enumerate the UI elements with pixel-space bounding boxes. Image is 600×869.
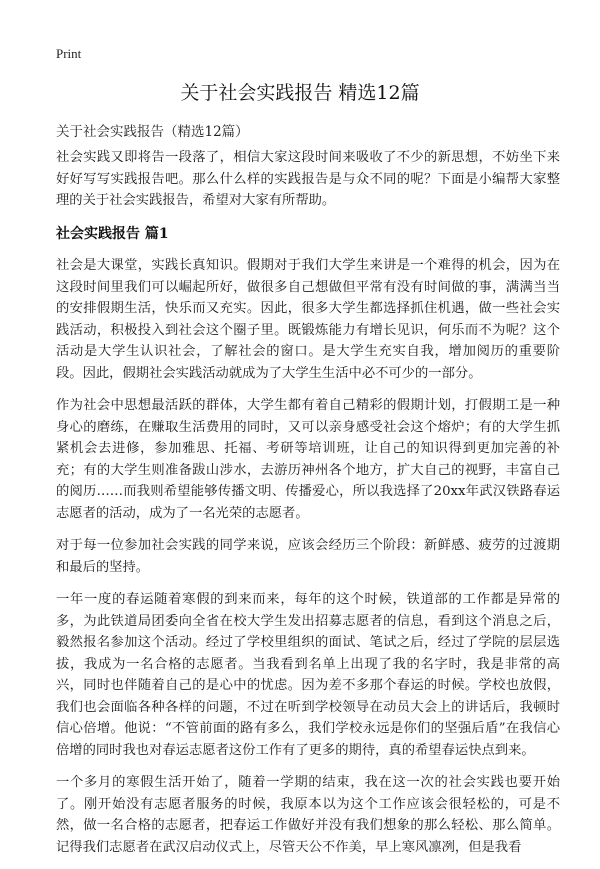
print-link[interactable]: Print	[56, 46, 82, 61]
intro-paragraph: 社会实践又即将告一段落了，相信大家这段时间来吸收了不少的新思想，不妨坐下来好好写写实践报告吧。那么什么样的实践报告是与众不同的呢？下面是小编帮大家整理的关于社会实践报告，希望对大家有所帮助。	[56, 150, 560, 208]
body-paragraph: 对于每一位参加社会实践的同学来说，应该会经历三个阶段：新鲜感、疲劳的过渡期和最后的坚持。	[56, 538, 560, 575]
body-paragraph: 一个多月的寒假生活开始了，随着一学期的结束，我在这一次的社会实践也要开始了。刚开始没有志愿者服务的时候，我原本以为这个工作应该会很轻松的，可是不然，做一名合格的志愿者，把春运工作做好并没有我们想象的那么轻松、那么简单。记得我们志愿者在武汉启动仪式上，尽管天公不作美，早上寒风凛冽，但是我看	[56, 775, 560, 855]
article-body	[56, 147, 560, 869]
body-paragraph: 作为社会中思想最活跃的群体，大学生都有着自己精彩的假期计划，打假期工是一种身心的磨练，在赚取生活费用的同时，又可以亲身感受社会这个熔炉；有的大学生抓紧机会去进修，参加雅思、托福、考研等培训班，让自己的知识得到更加完善的补充；有的大学生则准备跋山涉水，去游历神州各个地方，扩大自己的视野，丰富自己的阅历……而我则希望能够传播文明、传播爱心，所以我选择了20xx年武汉铁路春运志愿者的活动，成为了一名光荣的志愿者。	[56, 398, 560, 521]
body-paragraph: 社会是大课堂，实践长真知识。假期对于我们大学生来讲是一个难得的机会，因为在这段时间里我们可以崛起所好，做很多自己想做但平常有没有时间做的事，满满当当的安排假期生活，快乐而又充实。因此，很多大学生都选择抓住机遇，做一些社会实践活动，积极投入到社会这个圈子里。既锻炼能力有增长见识，何乐而不为呢？这个活动是大学生认识社会，了解社会的窗口。是大学生充实自我，增加阅历的重要阶段。因此，假期社会实践活动就成为了大学生生活中必不可少的一部分。	[56, 258, 560, 381]
page-title: 关于社会实践报告 精选12篇	[180, 82, 420, 104]
section-heading: 社会实践报告 篇1	[56, 225, 169, 242]
article-subtitle: 关于社会实践报告（精选12篇）	[56, 124, 249, 140]
body-paragraph: 一年一度的春运随着寒假的到来而来，每年的这个时候，铁道部的工作都是异常的多，为此铁道局团委向全省在校大学生发出招募志愿者的信息，看到这个消息之后，毅然报名参加这个活动。经过了学校里组织的面试、笔试之后，经过了学院的层层选拔，我成为一名合格的志愿者。当我看到名单上出现了我的名字时，我是非常的高兴，同时也伴随着自己的是心中的忧虑。因为差不多那个春运的时候。学校也放假，我们也会面临各种各样的问题，不过在听到学校领导在动员大会上的讲话后，我顿时信心倍增。他说：“不管前面的路有多么，我们学校永远是你们的坚强后盾”在我信心倍增的同时我也对春运志愿者这份工作有了更多的期待，真的希望春运快点到来。	[56, 592, 560, 758]
